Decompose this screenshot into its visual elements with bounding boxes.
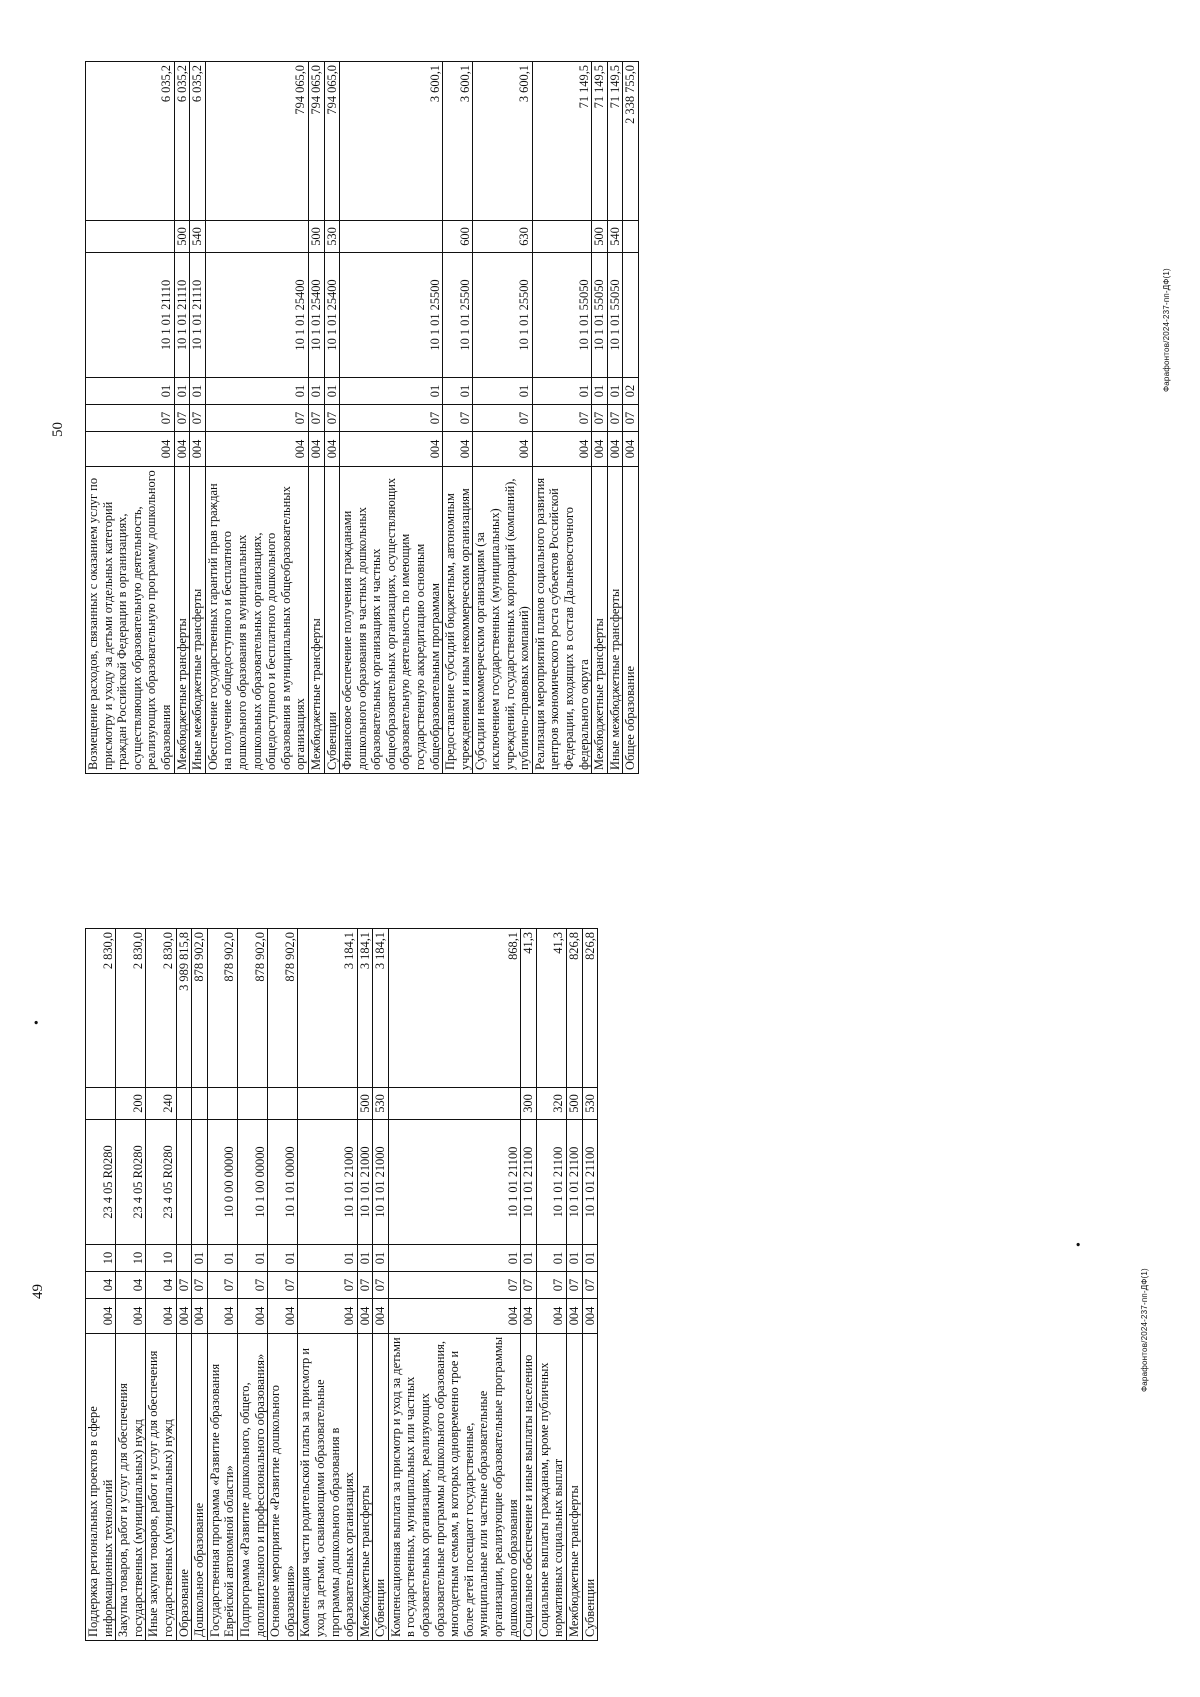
page-number-left: 49 — [30, 1284, 46, 1299]
cell-name: Финансовое обеспечение получения гражданами дошкольного образования в частных дошкольных образовательных организациях и частных общеобразовательных организациях, осуществляющих образовательную деятельность по имеющим государственную аккредитацию основным общеобразовательным программам — [340, 467, 443, 774]
budget-table-left — [85, 928, 598, 1641]
footer-right: Фарафонтов/2024-237-пп-ДФ(1) — [1162, 268, 1171, 392]
cell-csr: 10 1 01 21110 — [174, 253, 190, 378]
cell-name: Компенсация части родительской платы за присмотр и уход за детьми, осваивающими образовательные программы дошкольного образования в образовательных организациях — [298, 1334, 357, 1641]
cell-pr: 01 — [207, 1245, 237, 1272]
cell-vr: 320 — [536, 1088, 566, 1120]
cell-name: Субвенции — [373, 1334, 389, 1641]
cell-sum: 794 065,0 — [308, 62, 324, 221]
cell-pr: 01 — [205, 378, 308, 405]
cell-grbs: 004 — [607, 432, 623, 467]
table-row — [340, 62, 443, 774]
table-row — [308, 62, 324, 774]
table-row — [86, 62, 175, 774]
cell-grbs: 004 — [388, 1299, 520, 1334]
cell-sum: 2 830,0 — [146, 929, 176, 1088]
table-row — [146, 929, 176, 1641]
cell-sum: 3 184,1 — [357, 929, 373, 1088]
cell-vr — [205, 221, 308, 253]
cell-csr: 10 1 01 21100 — [582, 1120, 598, 1245]
cell-vr: 500 — [308, 221, 324, 253]
cell-pr: 02 — [623, 378, 639, 405]
cell-pr: 01 — [532, 378, 591, 405]
cell-grbs: 004 — [192, 1299, 208, 1334]
cell-grbs: 004 — [298, 1299, 357, 1334]
cell-rz: 07 — [592, 405, 608, 432]
cell-grbs: 004 — [567, 1299, 583, 1334]
cell-grbs: 004 — [146, 1299, 176, 1334]
cell-name: Межбюджетные трансферты — [567, 1334, 583, 1641]
cell-rz: 07 — [190, 405, 206, 432]
cell-grbs: 004 — [521, 1299, 537, 1334]
table-row — [190, 62, 206, 774]
cell-rz: 07 — [207, 1272, 237, 1299]
budget-table-right — [85, 61, 639, 774]
table-row — [582, 929, 598, 1641]
cell-name: Социальные выплаты гражданам, кроме публичных нормативных социальных выплат — [536, 1334, 566, 1641]
table-row — [373, 929, 389, 1641]
cell-rz: 04 — [116, 1272, 146, 1299]
cell-pr: 10 — [116, 1245, 146, 1272]
cell-csr: 10 1 01 21100 — [388, 1120, 520, 1245]
cell-vr — [176, 1088, 192, 1120]
cell-pr: 01 — [237, 1245, 267, 1272]
cell-csr: 10 1 01 21100 — [567, 1120, 583, 1245]
cell-rz: 07 — [388, 1272, 520, 1299]
cell-rz: 07 — [473, 405, 532, 432]
cell-grbs: 004 — [116, 1299, 146, 1334]
cell-name: Межбюджетные трансферты — [174, 467, 190, 774]
cell-grbs: 004 — [207, 1299, 237, 1334]
cell-vr — [388, 1088, 520, 1120]
cell-grbs: 004 — [357, 1299, 373, 1334]
cell-pr: 01 — [190, 378, 206, 405]
cell-grbs: 004 — [237, 1299, 267, 1334]
cell-csr — [192, 1120, 208, 1245]
cell-name: Субвенции — [582, 1334, 598, 1641]
cell-vr: 540 — [190, 221, 206, 253]
table-row — [592, 62, 608, 774]
cell-csr: 10 1 01 55050 — [607, 253, 623, 378]
cell-name: Основное мероприятие «Развитие дошкольного образования» — [268, 1334, 298, 1641]
cell-vr: 200 — [116, 1088, 146, 1120]
table-row — [207, 929, 237, 1641]
cell-name: Иные закупки товаров, работ и услуг для обеспечения государственных (муниципальных) нужд — [146, 1334, 176, 1641]
cell-csr: 23 4 05 R0280 — [86, 1120, 116, 1245]
table-row — [205, 62, 308, 774]
cell-name: Обеспечение государственных гарантий прав граждан на получение общедоступного и бесплатного дошкольного образования в муниципальных дошкольных образовательных организациях, общедоступного и бесплатного дошкольного образования в муниципальных общеобразовательных организациях — [205, 467, 308, 774]
cell-pr: 01 — [607, 378, 623, 405]
cell-sum: 3 184,1 — [373, 929, 389, 1088]
cell-rz: 07 — [205, 405, 308, 432]
cell-sum: 826,8 — [582, 929, 598, 1088]
cell-name: Реализация мероприятий планов социального развития центров экономического роста субъектов Российской Федерации, входящих в состав Дальневосточного федерального округа — [532, 467, 591, 774]
cell-name: Компенсационная выплата за присмотр и уход за детьми в государственных, муниципальных или частных образовательных организациях, реализующих образовательные программы дошкольного образования, многодетным семьям, в которых одновременно трое и более детей посещают государственные, муниципальные или частные образовательные организации, реализующие образовательные программы дошкольного образования — [388, 1334, 520, 1641]
cell-csr: 10 1 01 21100 — [536, 1120, 566, 1245]
cell-pr: 01 — [324, 378, 340, 405]
cell-name: Закупка товаров, работ и услуг для обеспечения государственных (муниципальных) нужд — [116, 1334, 146, 1641]
cell-sum: 826,8 — [567, 929, 583, 1088]
table-row — [116, 929, 146, 1641]
cell-csr: 10 1 01 55050 — [532, 253, 591, 378]
cell-rz: 07 — [623, 405, 639, 432]
scan-speck: • — [1072, 1242, 1087, 1247]
page-number-right: 50 — [50, 422, 66, 437]
cell-vr — [86, 1088, 116, 1120]
cell-grbs: 004 — [532, 432, 591, 467]
cell-grbs: 004 — [592, 432, 608, 467]
cell-csr — [176, 1120, 192, 1245]
cell-name: Общее образование — [623, 467, 639, 774]
cell-pr: 01 — [521, 1245, 537, 1272]
cell-csr: 10 1 01 21000 — [298, 1120, 357, 1245]
cell-grbs: 004 — [174, 432, 190, 467]
cell-vr: 530 — [582, 1088, 598, 1120]
cell-pr: 01 — [567, 1245, 583, 1272]
cell-sum: 2 830,0 — [86, 929, 116, 1088]
cell-rz: 07 — [174, 405, 190, 432]
cell-vr: 300 — [521, 1088, 537, 1120]
cell-rz: 07 — [340, 405, 443, 432]
cell-name: Иные межбюджетные трансферты — [190, 467, 206, 774]
cell-grbs: 004 — [86, 432, 175, 467]
cell-grbs: 004 — [373, 1299, 389, 1334]
cell-pr: 01 — [308, 378, 324, 405]
cell-vr — [623, 221, 639, 253]
cell-pr: 01 — [473, 378, 532, 405]
cell-sum: 41,3 — [536, 929, 566, 1088]
cell-csr: 10 0 00 00000 — [207, 1120, 237, 1245]
cell-vr: 500 — [567, 1088, 583, 1120]
cell-sum: 6 035,2 — [86, 62, 175, 221]
cell-rz: 07 — [308, 405, 324, 432]
cell-vr — [237, 1088, 267, 1120]
cell-sum: 3 600,1 — [443, 62, 473, 221]
cell-name: Субвенции — [324, 467, 340, 774]
cell-rz: 07 — [192, 1272, 208, 1299]
cell-csr — [623, 253, 639, 378]
cell-pr: 01 — [192, 1245, 208, 1272]
cell-rz: 07 — [176, 1272, 192, 1299]
cell-sum: 3 184,1 — [298, 929, 357, 1088]
table-row — [443, 62, 473, 774]
cell-csr: 10 1 01 21100 — [521, 1120, 537, 1245]
table-row — [388, 929, 520, 1641]
cell-grbs: 004 — [473, 432, 532, 467]
table-row — [473, 62, 532, 774]
cell-csr: 10 1 01 55050 — [592, 253, 608, 378]
cell-csr: 23 4 05 R0280 — [146, 1120, 176, 1245]
cell-name: Образование — [176, 1334, 192, 1641]
cell-sum: 2 830,0 — [116, 929, 146, 1088]
cell-vr: 500 — [174, 221, 190, 253]
cell-sum: 878 902,0 — [268, 929, 298, 1088]
cell-vr: 630 — [473, 221, 532, 253]
cell-vr — [268, 1088, 298, 1120]
cell-vr: 240 — [146, 1088, 176, 1120]
cell-vr — [298, 1088, 357, 1120]
cell-pr: 10 — [86, 1245, 116, 1272]
cell-grbs: 004 — [536, 1299, 566, 1334]
cell-rz: 07 — [357, 1272, 373, 1299]
footer-left: Фарафонтов/2024-237-пп-ДФ(1) — [1140, 1268, 1149, 1392]
cell-pr: 01 — [443, 378, 473, 405]
table-row — [536, 929, 566, 1641]
cell-name: Подпрограмма «Развитие дошкольного, общего, дополнительного и профессионального образования» — [237, 1334, 267, 1641]
cell-sum: 3 600,1 — [340, 62, 443, 221]
table-row — [532, 62, 591, 774]
cell-sum: 2 338 755,0 — [623, 62, 639, 221]
cell-grbs: 004 — [443, 432, 473, 467]
cell-rz: 07 — [536, 1272, 566, 1299]
table-row — [174, 62, 190, 774]
cell-rz: 07 — [268, 1272, 298, 1299]
cell-csr: 10 1 01 25500 — [443, 253, 473, 378]
cell-rz: 04 — [146, 1272, 176, 1299]
cell-vr — [192, 1088, 208, 1120]
table-row — [192, 929, 208, 1641]
cell-sum: 878 902,0 — [237, 929, 267, 1088]
cell-name: Межбюджетные трансферты — [308, 467, 324, 774]
cell-grbs: 004 — [86, 1299, 116, 1334]
cell-sum: 71 149,5 — [592, 62, 608, 221]
cell-pr — [176, 1245, 192, 1272]
cell-grbs: 004 — [340, 432, 443, 467]
table-row — [237, 929, 267, 1641]
table-row — [86, 929, 116, 1641]
table-row — [623, 62, 639, 774]
cell-vr: 500 — [592, 221, 608, 253]
cell-grbs: 004 — [582, 1299, 598, 1334]
cell-pr: 01 — [582, 1245, 598, 1272]
cell-sum: 3 989 815,8 — [176, 929, 192, 1088]
cell-csr: 10 1 01 25400 — [324, 253, 340, 378]
cell-grbs: 004 — [190, 432, 206, 467]
cell-sum: 794 065,0 — [205, 62, 308, 221]
cell-vr — [340, 221, 443, 253]
cell-grbs: 004 — [623, 432, 639, 467]
scan-speck: • — [30, 1020, 45, 1025]
cell-rz: 07 — [324, 405, 340, 432]
table-row — [324, 62, 340, 774]
cell-csr: 10 1 00 00000 — [237, 1120, 267, 1245]
cell-pr: 01 — [268, 1245, 298, 1272]
cell-sum: 878 902,0 — [192, 929, 208, 1088]
cell-vr — [207, 1088, 237, 1120]
cell-sum: 868,1 — [388, 929, 520, 1088]
cell-pr: 10 — [146, 1245, 176, 1272]
cell-name: Межбюджетные трансферты — [357, 1334, 373, 1641]
cell-pr: 01 — [592, 378, 608, 405]
cell-vr: 530 — [324, 221, 340, 253]
table-row — [607, 62, 623, 774]
cell-csr: 10 1 01 25500 — [473, 253, 532, 378]
cell-csr: 10 1 01 21000 — [373, 1120, 389, 1245]
cell-grbs: 004 — [324, 432, 340, 467]
cell-pr: 01 — [174, 378, 190, 405]
cell-sum: 71 149,5 — [607, 62, 623, 221]
cell-pr: 01 — [388, 1245, 520, 1272]
cell-rz: 07 — [298, 1272, 357, 1299]
table-row — [298, 929, 357, 1641]
cell-pr: 01 — [340, 378, 443, 405]
table-row — [268, 929, 298, 1641]
cell-vr: 500 — [357, 1088, 373, 1120]
cell-sum: 41,3 — [521, 929, 537, 1088]
cell-rz: 07 — [567, 1272, 583, 1299]
cell-name: Субсидии некоммерческим организациям (за исключением государственных (муниципальных) учреждений, государственных корпораций (компаний), публично-правовых компаний) — [473, 467, 532, 774]
cell-name: Государственная программа «Развитие образования Еврейской автономной области» — [207, 1334, 237, 1641]
cell-name: Поддержка региональных проектов в сфере информационных технологий — [86, 1334, 116, 1641]
cell-vr: 530 — [373, 1088, 389, 1120]
cell-rz: 07 — [521, 1272, 537, 1299]
cell-rz: 07 — [443, 405, 473, 432]
cell-pr: 01 — [86, 378, 175, 405]
cell-name: Дошкольное образование — [192, 1334, 208, 1641]
cell-csr: 10 1 01 21110 — [190, 253, 206, 378]
cell-csr: 10 1 01 00000 — [268, 1120, 298, 1245]
cell-name: Социальное обеспечение и иные выплаты населению — [521, 1334, 537, 1641]
cell-pr: 01 — [357, 1245, 373, 1272]
cell-pr: 01 — [298, 1245, 357, 1272]
cell-name: Возмещение расходов, связанных с оказанием услуг по присмотру и уходу за детьми отдельных категорий граждан Российской Федерации в организациях, осуществляющих образовательную деятельность, реализующих образовательную программу дошкольного образования — [86, 467, 175, 774]
table-row — [357, 929, 373, 1641]
cell-sum: 3 600,1 — [473, 62, 532, 221]
cell-sum: 6 035,2 — [190, 62, 206, 221]
cell-csr: 10 1 01 25500 — [340, 253, 443, 378]
cell-csr: 10 1 01 25400 — [205, 253, 308, 378]
cell-rz: 04 — [86, 1272, 116, 1299]
cell-vr: 600 — [443, 221, 473, 253]
cell-sum: 71 149,5 — [532, 62, 591, 221]
cell-grbs: 004 — [268, 1299, 298, 1334]
table-row — [567, 929, 583, 1641]
cell-name: Межбюджетные трансферты — [592, 467, 608, 774]
cell-vr: 540 — [607, 221, 623, 253]
table-row — [176, 929, 192, 1641]
cell-grbs: 004 — [176, 1299, 192, 1334]
cell-vr — [86, 221, 175, 253]
cell-sum: 878 902,0 — [207, 929, 237, 1088]
cell-sum: 6 035,2 — [174, 62, 190, 221]
cell-rz: 07 — [237, 1272, 267, 1299]
cell-rz: 07 — [532, 405, 591, 432]
cell-grbs: 004 — [308, 432, 324, 467]
cell-rz: 07 — [582, 1272, 598, 1299]
cell-sum: 794 065,0 — [324, 62, 340, 221]
cell-csr: 10 1 01 25400 — [308, 253, 324, 378]
cell-csr: 23 4 05 R0280 — [116, 1120, 146, 1245]
cell-name: Предоставление субсидий бюджетным, автономным учреждениям и иным некоммерческим организациям — [443, 467, 473, 774]
cell-rz: 07 — [86, 405, 175, 432]
table-row — [521, 929, 537, 1641]
cell-vr — [532, 221, 591, 253]
cell-rz: 07 — [607, 405, 623, 432]
cell-name: Иные межбюджетные трансферты — [607, 467, 623, 774]
cell-pr: 01 — [536, 1245, 566, 1272]
cell-csr: 10 1 01 21110 — [86, 253, 175, 378]
cell-pr: 01 — [373, 1245, 389, 1272]
cell-rz: 07 — [373, 1272, 389, 1299]
cell-csr: 10 1 01 21000 — [357, 1120, 373, 1245]
cell-grbs: 004 — [205, 432, 308, 467]
